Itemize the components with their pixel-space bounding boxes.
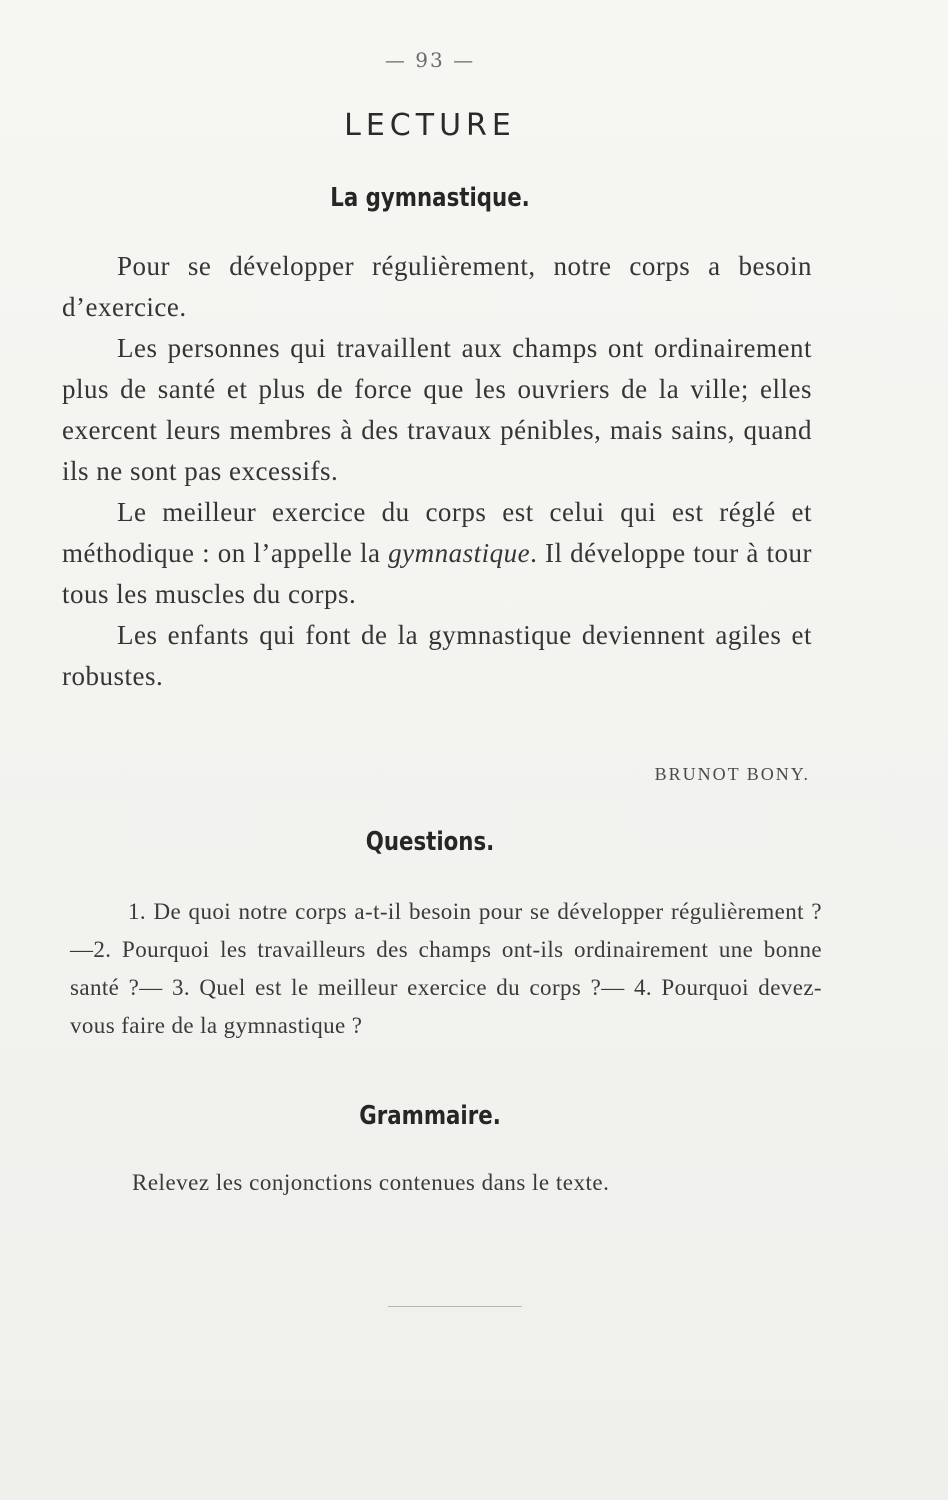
closing-rule [388,1306,522,1307]
paragraph-3-continuation: . Il développe tour à tour tous les muscles du corps. [62,538,813,609]
page-number: — 93 — [384,48,476,72]
author-signature: BRUNOT BONY. [654,764,810,784]
grammar-exercise: Relevez les conjonctions contenues dans le texte. [132,1170,610,1195]
emphasized-term: gymnastique [388,538,531,568]
grammar-title: Grammaire. [359,1101,501,1131]
paragraph-3-text: Le meilleur exercice du corps est celui qui est réglé et méthodique : on l’appelle la [62,497,812,568]
paragraph-4: Les enfants qui font de la gymnastique deviennent agiles et robustes. [62,620,812,691]
reading-text [62,246,812,697]
paragraph-2: Les personnes qui travaillent aux champs ont ordinairement plus de santé et plus de force que les ouvriers de la ville; elles exercent leurs membres à des travaux pénibles, mais sains, quand ils ne sont pas excessifs. [62,333,812,486]
questions-title: Questions. [365,827,495,857]
reading-title: La gymnastique. [330,183,530,213]
paragraph-1: Pour se développer régulièrement, notre corps a besoin d’exercice. [62,251,812,322]
paragraph-3 [62,492,812,615]
section-title: LECTURE [344,108,516,143]
questions-text: 1. De quoi notre corps a-t-il besoin pour se développer régulièrement ?—2. Pourquoi les travailleurs des champs ont-ils ordinairement une bonne santé ?— 3. Quel est le meilleur exercice du corps ?— 4. Pourquoi devez-vous faire de la gymnastique ? [70,899,822,1038]
